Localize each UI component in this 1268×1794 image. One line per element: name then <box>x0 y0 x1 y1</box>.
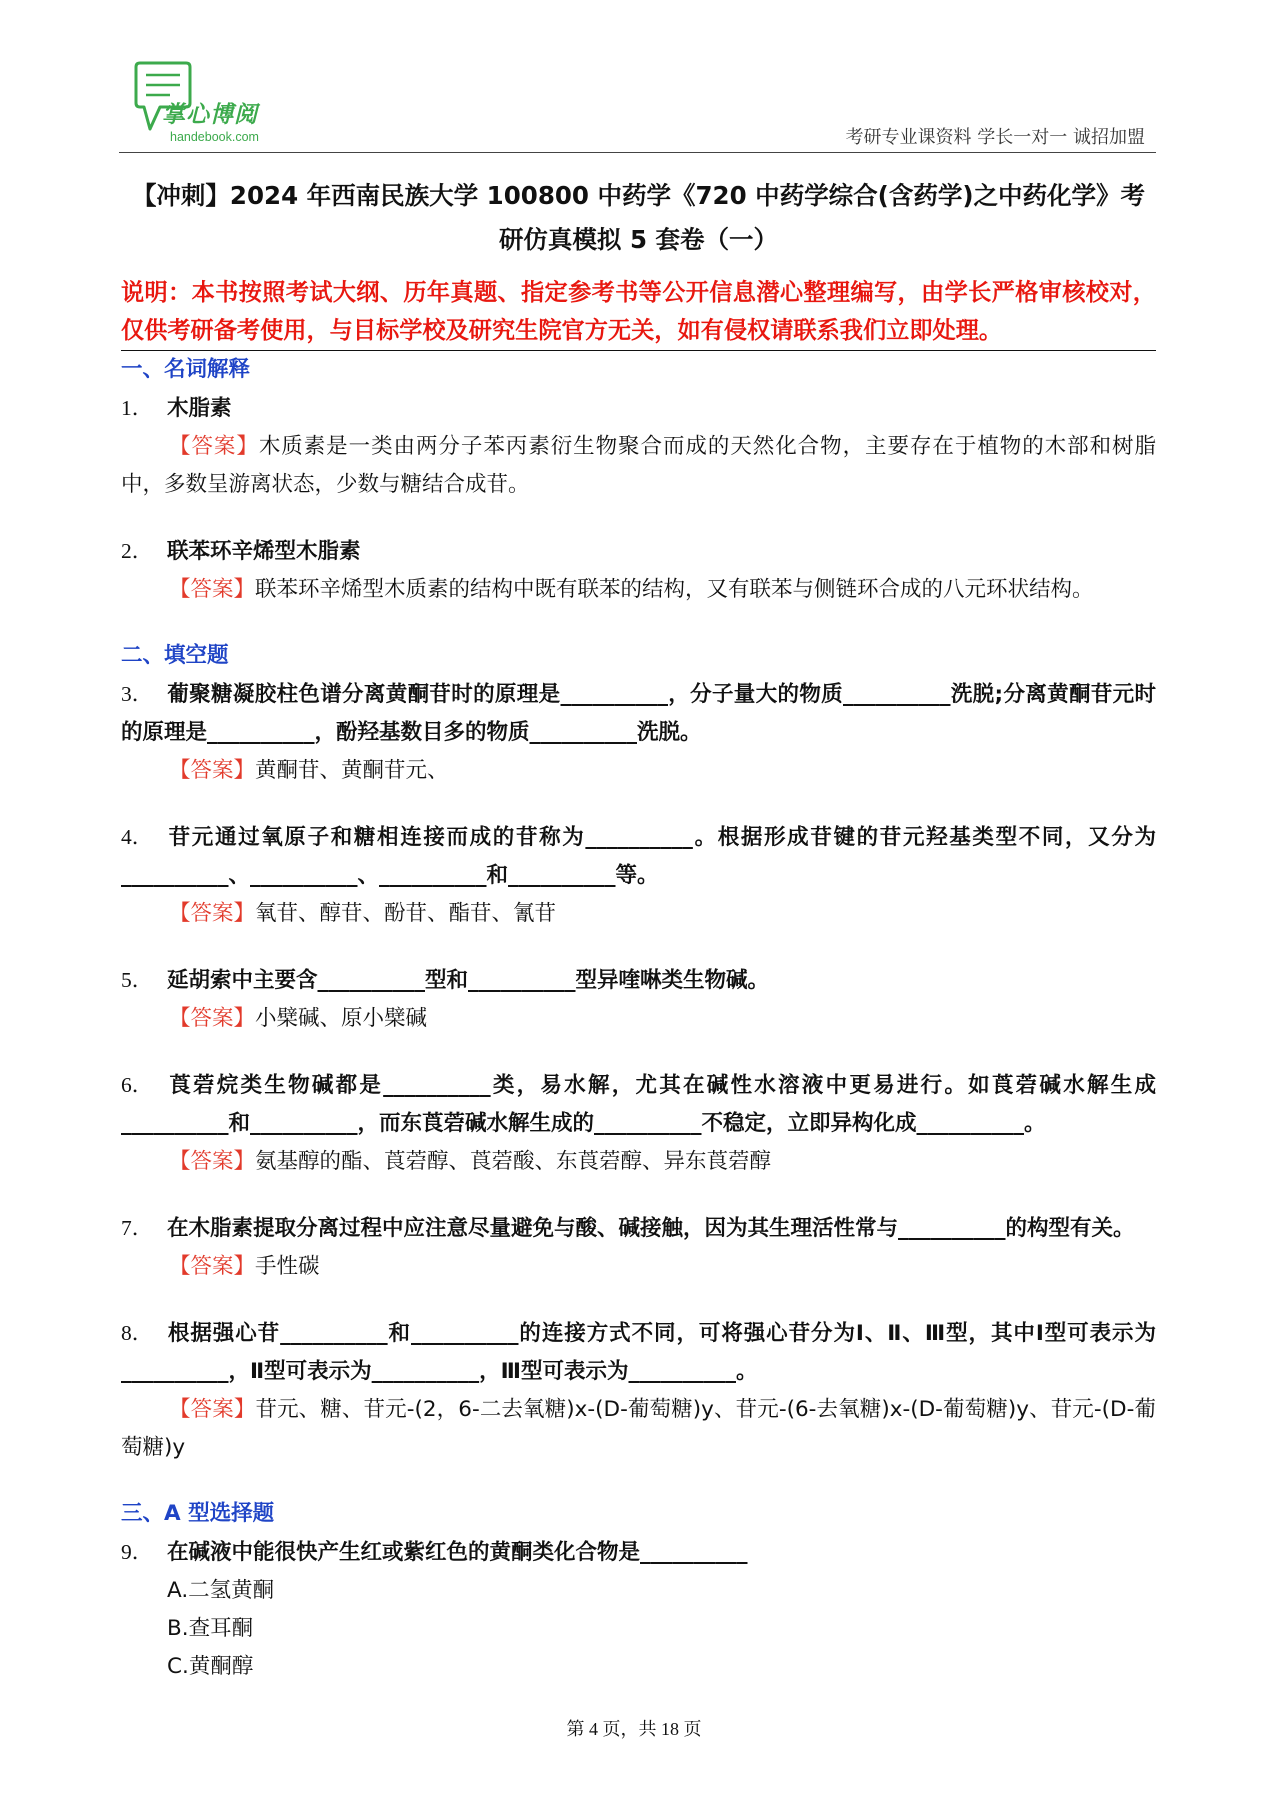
question-item <box>121 1066 1156 1181</box>
answer <box>121 1391 1156 1467</box>
answer <box>121 1143 1156 1181</box>
question-item <box>121 389 1156 504</box>
question-text: 根据强心苷__________和__________的连接方式不同，可将强心苷分为Ⅰ、Ⅱ、Ⅲ型，其中Ⅰ型可表示为__________，Ⅱ型可表示为__________，Ⅲ型可表示为__________。 <box>121 1321 1156 1384</box>
question-text: 葡聚糖凝胶柱色谱分离黄酮苷时的原理是__________，分子量大的物质__________洗脱;分离黄酮苷元时的原理是__________，酚羟基数目多的物质__________洗脱。 <box>121 682 1156 745</box>
question-item <box>121 818 1156 933</box>
question-item <box>121 1314 1156 1467</box>
question-text: 苷元通过氧原子和糖相连接而成的苷称为__________。根据形成苷键的苷元羟基类型不同，又分为__________、__________、__________和__________等。 <box>121 825 1156 888</box>
question-item <box>121 961 1156 1038</box>
answer-label: 【答案】 <box>169 1006 256 1031</box>
question-text: 莨菪烷类生物碱都是__________类，易水解，尤其在碱性水溶液中更易进行。如莨菪碱水解生成__________和__________，而东莨菪碱水解生成的__________不稳定，立即异构化成__________。 <box>121 1073 1156 1136</box>
answer-label: 【答案】 <box>169 901 256 926</box>
answer-text: 小檗碱、原小檗碱 <box>255 1006 428 1031</box>
document-title <box>121 174 1156 262</box>
answer <box>121 1000 1156 1038</box>
header-tagline: 考研专业课资料 学长一对一 诚招加盟 <box>845 127 1145 148</box>
answer-text: 氧苷、醇苷、酚苷、酯苷、氰苷 <box>255 901 557 926</box>
section-heading: 一、名词解释 <box>121 357 251 382</box>
logo-name: 掌心博阅 <box>162 102 258 128</box>
question-number: 2． <box>121 539 154 563</box>
answer-text: 木质素是一类由两分子苯丙素衍生物聚合而成的天然化合物，主要存在于植物的木部和树脂中，多数呈游离状态，少数与糖结合成苷。 <box>121 434 1156 497</box>
answer-text: 黄酮苷、黄酮苷元、 <box>255 758 449 783</box>
option-a: A.二氢黄酮 <box>167 1578 275 1603</box>
section-heading: 三、A 型选择题 <box>121 1501 275 1526</box>
answer-label: 【答案】 <box>169 1254 256 1279</box>
question <box>121 1209 1156 1248</box>
title-line-1: 【冲刺】2024 年西南民族大学 100800 中药学《720 中药学综合(含药学)之中药化学》考 <box>131 181 1146 210</box>
title-line-2: 研仿真模拟 5 套卷（一） <box>498 225 779 254</box>
disclaimer-notice: 说明：本书按照考试大纲、历年真题、指定参考书等公开信息潜心整理编写，由学长严格审核校对，仅供考研备考使用，与目标学校及研究生院官方无关，如有侵权请联系我们立即处理。 <box>121 274 1156 351</box>
question-text: 联苯环辛烯型木脂素 <box>167 539 361 564</box>
logo-domain: handebook.com <box>170 130 259 144</box>
question-item <box>121 1209 1156 1286</box>
answer-label: 【答案】 <box>169 758 256 783</box>
section-single-choice <box>121 1495 1156 1686</box>
question-number: 8． <box>121 1321 154 1345</box>
question-number: 1． <box>121 396 154 420</box>
answer <box>121 1248 1156 1286</box>
answer-text: 联苯环辛烯型木质素的结构中既有联苯的结构，又有联苯与侧链环合成的八元环状结构。 <box>255 577 1094 602</box>
question-number: 5． <box>121 968 154 992</box>
document-body <box>121 174 1156 1686</box>
question-number: 3． <box>121 682 154 706</box>
answer-text: 手性碳 <box>255 1254 320 1279</box>
question <box>121 532 1156 571</box>
answer <box>121 571 1156 609</box>
question-text: 在木脂素提取分离过程中应注意尽量避免与酸、碱接触，因为其生理活性常与__________的构型有关。 <box>167 1216 1135 1241</box>
option-c: C.黄酮醇 <box>167 1654 254 1679</box>
question-number: 9． <box>121 1540 154 1564</box>
answer <box>121 895 1156 933</box>
question-text: 延胡索中主要含__________型和__________型异喹啉类生物碱。 <box>167 968 770 993</box>
question-number: 6． <box>121 1073 154 1097</box>
answer-label: 【答案】 <box>169 577 256 602</box>
question <box>121 1533 1156 1572</box>
question <box>121 1314 1156 1391</box>
question-item <box>121 675 1156 790</box>
answer-text: 氨基醇的酯、莨菪醇、莨菪酸、东莨菪醇、异东莨菪醇 <box>255 1149 772 1174</box>
question-item <box>121 1533 1156 1686</box>
section-heading: 二、填空题 <box>121 643 229 668</box>
question <box>121 1066 1156 1143</box>
answer-label: 【答案】 <box>169 1397 256 1422</box>
question <box>121 961 1156 1000</box>
option-b: B.查耳酮 <box>167 1616 254 1641</box>
answer-label: 【答案】 <box>169 1149 256 1174</box>
question <box>121 675 1156 752</box>
answer-label: 【答案】 <box>169 434 259 459</box>
page-number: 第 4 页，共 18 页 <box>566 1719 702 1739</box>
answer <box>121 752 1156 790</box>
question-number: 7． <box>121 1216 154 1240</box>
section-term-explanation <box>121 351 1156 609</box>
section-fill-in-blank <box>121 637 1156 1467</box>
answer <box>121 428 1156 504</box>
question-number: 4． <box>121 825 154 849</box>
header-divider <box>119 152 1156 153</box>
question-item <box>121 532 1156 609</box>
question-text: 在碱液中能很快产生红或紫红色的黄酮类化合物是__________ <box>167 1540 748 1565</box>
question <box>121 818 1156 895</box>
answer-text: 苷元、糖、苷元-(2，6-二去氧糖)x-(D-葡萄糖)y、苷元-(6-去氧糖)x-(D-葡萄糖)y、苷元-(D-葡萄糖)y <box>121 1397 1156 1460</box>
question <box>121 389 1156 428</box>
question-text: 木脂素 <box>167 396 232 421</box>
